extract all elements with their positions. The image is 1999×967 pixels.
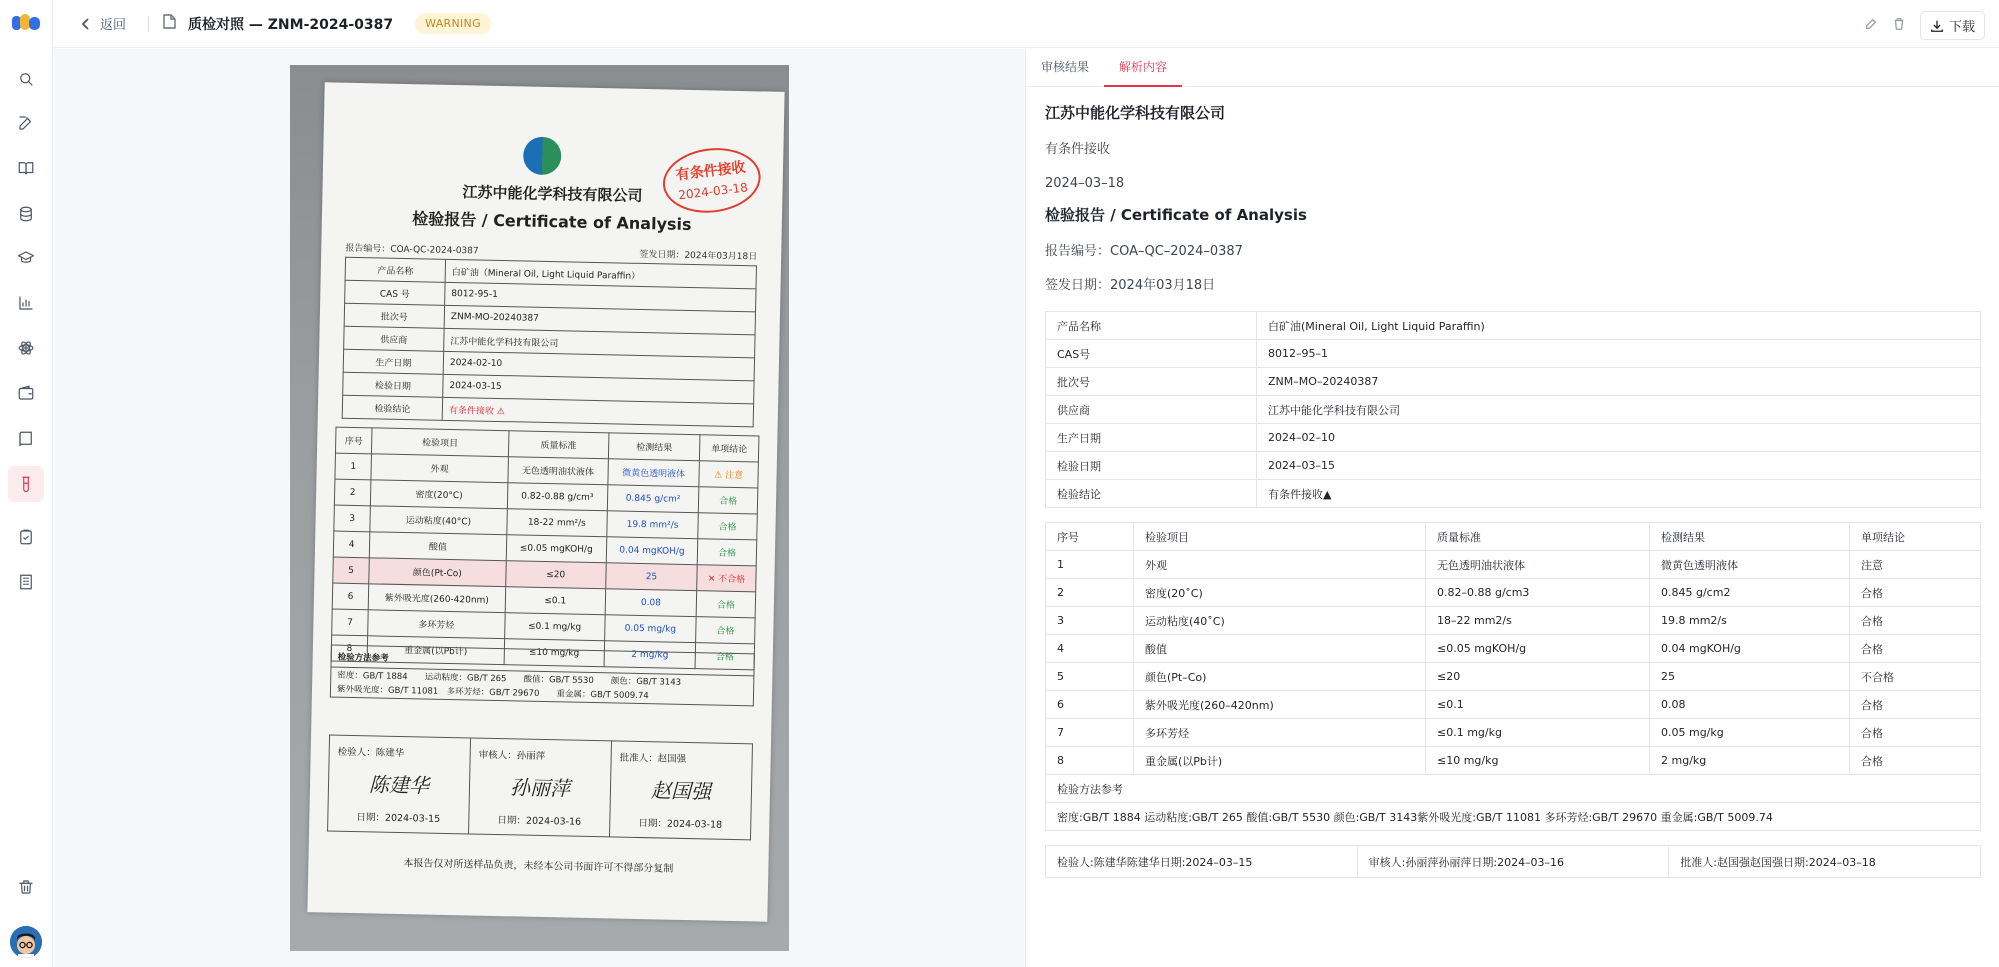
table-row [1046,607,1981,635]
header-divider [148,16,149,32]
table-cell: 2 mg/kg [1650,747,1850,775]
column-header: 检测结果 [1650,523,1850,551]
document-preview [54,49,1025,967]
table-cell: 多环芳烃 [1134,719,1426,747]
preview-report-no: 报告编号：COA-QC-2024-0387 [345,243,479,257]
stamp-text: 有条件接收 [675,159,747,184]
preview-column-header: 质量标准 [508,431,609,459]
status-badge: WARNING [415,13,491,34]
table-cell: 合格 [1850,607,1981,635]
preview-item-result: 19.8 mm²/s [607,511,699,539]
table-cell: 合格 [1850,635,1981,663]
table-cell: 不合格 [1850,663,1981,691]
table-row [1046,663,1981,691]
info-value: 2024–03–15 [1257,452,1981,480]
preview-item-name: 紫外吸光度(260-420nm) [368,584,505,613]
table-cell: 6 [1046,691,1134,719]
company-logo [523,136,562,175]
preview-item-name: 密度(20°C) [371,480,508,509]
preview-signer-cell [328,735,471,834]
preview-item-name: 运动粘度(40°C) [370,506,507,535]
preview-info-key: 产品名称 [345,257,445,282]
preview-method-title: 检验方法参考 [331,645,754,676]
file-icon [163,14,176,33]
table-cell: 18–22 mm2/s [1426,607,1650,635]
preview-item-name: 多环芳烃 [368,610,505,639]
table-cell: 酸值 [1134,635,1426,663]
table-cell: 25 [1650,663,1850,691]
preview-info-table [342,257,757,428]
method-text: 密度:GB/T 1884 运动粘度:GB/T 265 酸值:GB/T 5530 颜色:GB/T 3143紫外吸光度:GB/T 11081 多环芳烃:GB/T 29670 重金属:GB/T 5009.74 [1046,803,1981,831]
info-row [1046,452,1981,480]
back-button[interactable] [80,14,126,33]
signer-cell: 审核人:孙丽萍孙丽萍日期:2024–03–16 [1357,846,1669,878]
spacer [1045,303,1981,311]
flask-icon[interactable] [8,466,44,502]
download-button[interactable] [1920,11,1985,40]
table-cell: 重金属(以Pb计) [1134,747,1426,775]
spacer [1045,227,1981,235]
search-icon[interactable] [13,66,39,92]
table-cell: 微黄色透明液体 [1650,551,1850,579]
preview-item-conclusion: 合格 [698,513,757,540]
preview-info-key: 检验结论 [342,395,442,420]
parsed-panel [1026,49,1999,967]
info-value: 江苏中能化学科技有限公司 [1257,396,1981,424]
preview-item-name: 颜色(Pt-Co) [369,558,506,587]
preview-info-value: 2024-03-15 [443,374,754,404]
table-cell: 密度(20˚C) [1134,579,1426,607]
preview-method-table [330,645,755,707]
parsed-stamp-date: 2024–03–18 [1045,176,1125,191]
preview-item-name: 重金属(以Pb计) [367,636,504,665]
certificate-paper [307,82,784,921]
table-cell: ≤0.05 mgKOH/g [1426,635,1650,663]
preview-item-conclusion: 合格 [696,591,755,618]
info-value: 白矿油(Mineral Oil, Light Liquid Paraffin) [1257,312,1981,340]
preview-item-no: 1 [335,453,372,480]
signer-cell: 批准人:赵国强赵国强日期:2024–03–18 [1669,846,1981,878]
preview-item-conclusion: 合格 [699,487,758,514]
header-actions [1864,11,1985,40]
column-header: 序号 [1046,523,1134,551]
preview-column-header: 单项结论 [700,435,759,462]
table-cell: 0.05 mg/kg [1650,719,1850,747]
info-row [1046,396,1981,424]
table-cell: 合格 [1850,747,1981,775]
preview-item-result: 0.04 mgKOH/g [606,537,698,565]
info-row [1046,340,1981,368]
table-cell: 5 [1046,663,1134,691]
preview-signer-role: 批准人：赵国强 [619,752,687,765]
database-icon[interactable] [13,201,39,227]
table-row [1046,579,1981,607]
table-cell: ≤20 [1426,663,1650,691]
table-cell: ≤0.1 [1426,691,1650,719]
table-cell: 0.04 mgKOH/g [1650,635,1850,663]
info-value: 2024–02–10 [1257,424,1981,452]
signer-cell: 检验人:陈建华陈建华日期:2024–03–15 [1046,846,1358,878]
info-value: ZNM–MO–20240387 [1257,368,1981,396]
preview-item-result: 25 [606,563,698,591]
info-key: 产品名称 [1046,312,1257,340]
handwritten-signature: 陈建华 [368,772,430,798]
info-key: 检验结论 [1046,480,1257,508]
graduation-cap-icon[interactable] [13,245,39,271]
preview-info-value: 白矿油（Mineral Oil, Light Liquid Paraffin） [445,259,756,289]
app-logo[interactable] [11,12,43,34]
method-title: 检验方法参考 [1046,775,1981,803]
method-text-row [1046,803,1981,831]
preview-info-key: 批次号 [344,303,444,328]
preview-item-result: 0.845 g/cm² [607,485,699,513]
parsed-stamp: 有条件接收 [1045,142,1111,157]
table-cell: 4 [1046,635,1134,663]
preview-item-conclusion: 合格 [695,643,754,670]
preview-title: 检验报告 / Certificate of Analysis [412,209,692,234]
preview-item-standard: ≤10 mg/kg [504,639,605,667]
preview-item-standard: ≤0.1 [505,587,606,615]
preview-item-no: 4 [333,531,370,558]
table-cell: ≤10 mg/kg [1426,747,1650,775]
table-cell: 0.08 [1650,691,1850,719]
spacer [1045,831,1981,845]
preview-item-no: 7 [332,609,369,636]
items-header-row [1046,523,1981,551]
preview-signer-role: 审核人：孙丽萍 [478,749,546,763]
parsed-company: 江苏中能化学科技有限公司 [1045,104,1226,122]
preview-item-standard: ≤0.05 mgKOH/g [506,535,607,563]
trash-icon[interactable] [13,874,39,900]
table-cell: 19.8 mm2/s [1650,607,1850,635]
preview-item-no: 5 [333,557,370,584]
parsed-issue-date: 签发日期：2024年03月18日 [1045,278,1216,293]
parsed-content [1045,101,1981,878]
preview-item-standard: ≤0.1 mg/kg [504,613,605,641]
preview-company: 江苏中能化学科技有限公司 [462,183,643,205]
info-row [1046,368,1981,396]
preview-issue-date: 签发日期：2024年03月18日 [639,249,758,263]
left-rail [0,0,53,967]
preview-sign-table [327,735,753,841]
table-row [1046,551,1981,579]
preview-item-result: 0.08 [605,589,697,617]
preview-item-name: 酸值 [369,532,506,561]
book-icon[interactable] [13,426,39,452]
tab-parsed-content[interactable]: 解析内容 [1104,49,1182,87]
parsed-sign-table [1045,845,1981,878]
preview-method-line1: 密度：GB/T 1884 运动粘度：GB/T 265 酸值：GB/T 5530 颜色：GB/T 3143 [337,670,682,688]
top-header [54,0,1999,48]
preview-item-standard: 无色透明油状液体 [508,457,609,485]
table-cell: 注意 [1850,551,1981,579]
table-cell: 3 [1046,607,1134,635]
parsed-title: 检验报告 / Certificate of Analysis [1045,206,1307,224]
table-cell: 0.845 g/cm2 [1650,579,1850,607]
table-cell: 颜色(Pt–Co) [1134,663,1426,691]
download-icon [1930,19,1944,33]
preview-signer-cell [469,738,612,837]
spacer [1045,125,1981,133]
table-cell: 8 [1046,747,1134,775]
preview-info-key: 供应商 [344,326,444,351]
table-row [1046,719,1981,747]
avatar[interactable] [10,926,42,958]
preview-item-conclusion: ✕ 不合格 [697,565,756,592]
info-row [1046,424,1981,452]
spacer [1045,508,1981,522]
download-label: 下载 [1948,20,1975,35]
preview-footer: 本报告仅对所送样品负责，未经本公司书面许可不得部分复制 [403,858,674,875]
preview-signer-cell [610,741,753,840]
preview-item-conclusion: 合格 [696,617,755,644]
building-icon[interactable] [13,569,39,595]
column-header: 检验项目 [1134,523,1426,551]
preview-item-no: 2 [334,479,371,506]
chart-icon[interactable] [13,290,39,316]
pencil-icon[interactable] [1864,16,1878,35]
table-cell: ≤0.1 mg/kg [1426,719,1650,747]
table-row [1046,635,1981,663]
stamp-date: 2024-03-18 [677,180,749,203]
scanned-photo[interactable] [290,65,789,951]
preview-info-key: 生产日期 [343,349,443,374]
info-key: 供应商 [1046,396,1257,424]
info-key: CAS号 [1046,340,1257,368]
atom-icon[interactable] [13,335,39,361]
back-label: 返回 [100,18,127,33]
preview-signer-role: 检验人：陈建华 [337,746,405,760]
preview-info-value: ZNM-MO-20240387 [444,305,755,335]
book-open-icon[interactable] [13,155,39,181]
preview-method-line2: 紫外吸光度：GB/T 11081 多环芳烃：GB/T 29670 重金属：GB/T 5009.74 [336,684,649,701]
method-title-row [1046,775,1981,803]
preview-item-result: 微黄色透明液体 [608,459,700,487]
preview-column-header: 序号 [335,427,372,454]
preview-info-value: 2024-02-10 [443,351,754,381]
preview-item-conclusion: 合格 [697,539,756,566]
column-header: 质量标准 [1426,523,1650,551]
clipboard-check-icon[interactable] [13,524,39,550]
preview-signer-date: 日期：2024-03-15 [356,812,441,825]
handwritten-signature: 赵国强 [650,778,712,804]
preview-info-value: 江苏中能化学科技有限公司 [444,328,755,358]
table-cell: 运动粘度(40˚C) [1134,607,1426,635]
preview-info-value: 有条件接收 ⚠ [442,397,753,427]
preview-info-value: 8012-95-1 [445,282,756,312]
table-cell: 合格 [1850,691,1981,719]
parsed-info-table [1045,311,1981,508]
preview-item-no: 3 [334,505,371,532]
table-cell: 2 [1046,579,1134,607]
preview-item-standard: 18-22 mm²/s [506,509,607,537]
table-cell: 无色透明油状液体 [1426,551,1650,579]
info-key: 生产日期 [1046,424,1257,452]
info-key: 检验日期 [1046,452,1257,480]
preview-column-header: 检验项目 [372,428,509,457]
table-cell: 0.82–0.88 g/cm3 [1426,579,1650,607]
table-cell: 外观 [1134,551,1426,579]
preview-item-result: 0.05 mg/kg [604,615,696,643]
preview-item-no: 8 [331,635,368,662]
table-cell: 合格 [1850,579,1981,607]
preview-item-standard: 0.82-0.88 g/cm³ [507,483,608,511]
info-key: 批次号 [1046,368,1257,396]
preview-item-result: 2 mg/kg [604,641,696,669]
table-cell: 7 [1046,719,1134,747]
parsed-items-table [1045,522,1981,831]
info-row [1046,312,1981,340]
table-row [1046,747,1981,775]
preview-info-key: CAS 号 [345,280,445,305]
parsed-report-no: 报告编号：COA–QC–2024–0387 [1045,244,1243,259]
handwritten-signature: 孙丽萍 [509,775,571,801]
page-title: 质检对照 — ZNM-2024-0387 [188,16,394,33]
table-cell: 1 [1046,551,1134,579]
table-cell: 合格 [1850,719,1981,747]
preview-item-conclusion: ⚠ 注意 [699,461,758,488]
tab-review-result[interactable]: 审核结果 [1041,60,1090,74]
table-cell: 紫外吸光度(260–420nm) [1134,691,1426,719]
chevron-left-icon [80,18,92,30]
tab-bar [1026,49,1999,87]
info-row [1046,480,1981,508]
preview-info-key: 检验日期 [343,372,443,397]
preview-item-no: 6 [332,583,369,610]
preview-signer-date: 日期：2024-03-16 [497,815,582,828]
info-value: 有条件接收▲ [1257,480,1981,508]
edit-icon[interactable] [13,110,39,136]
preview-item-name: 外观 [371,454,508,483]
preview-items-table [331,427,760,671]
info-value: 8012–95–1 [1257,340,1981,368]
preview-item-standard: ≤20 [505,561,606,589]
preview-signer-date: 日期：2024-03-18 [638,818,723,831]
column-header: 单项结论 [1850,523,1981,551]
wallet-icon[interactable] [13,380,39,406]
table-row [1046,691,1981,719]
trash-icon[interactable] [1892,16,1906,35]
preview-column-header: 检测结果 [608,433,700,461]
